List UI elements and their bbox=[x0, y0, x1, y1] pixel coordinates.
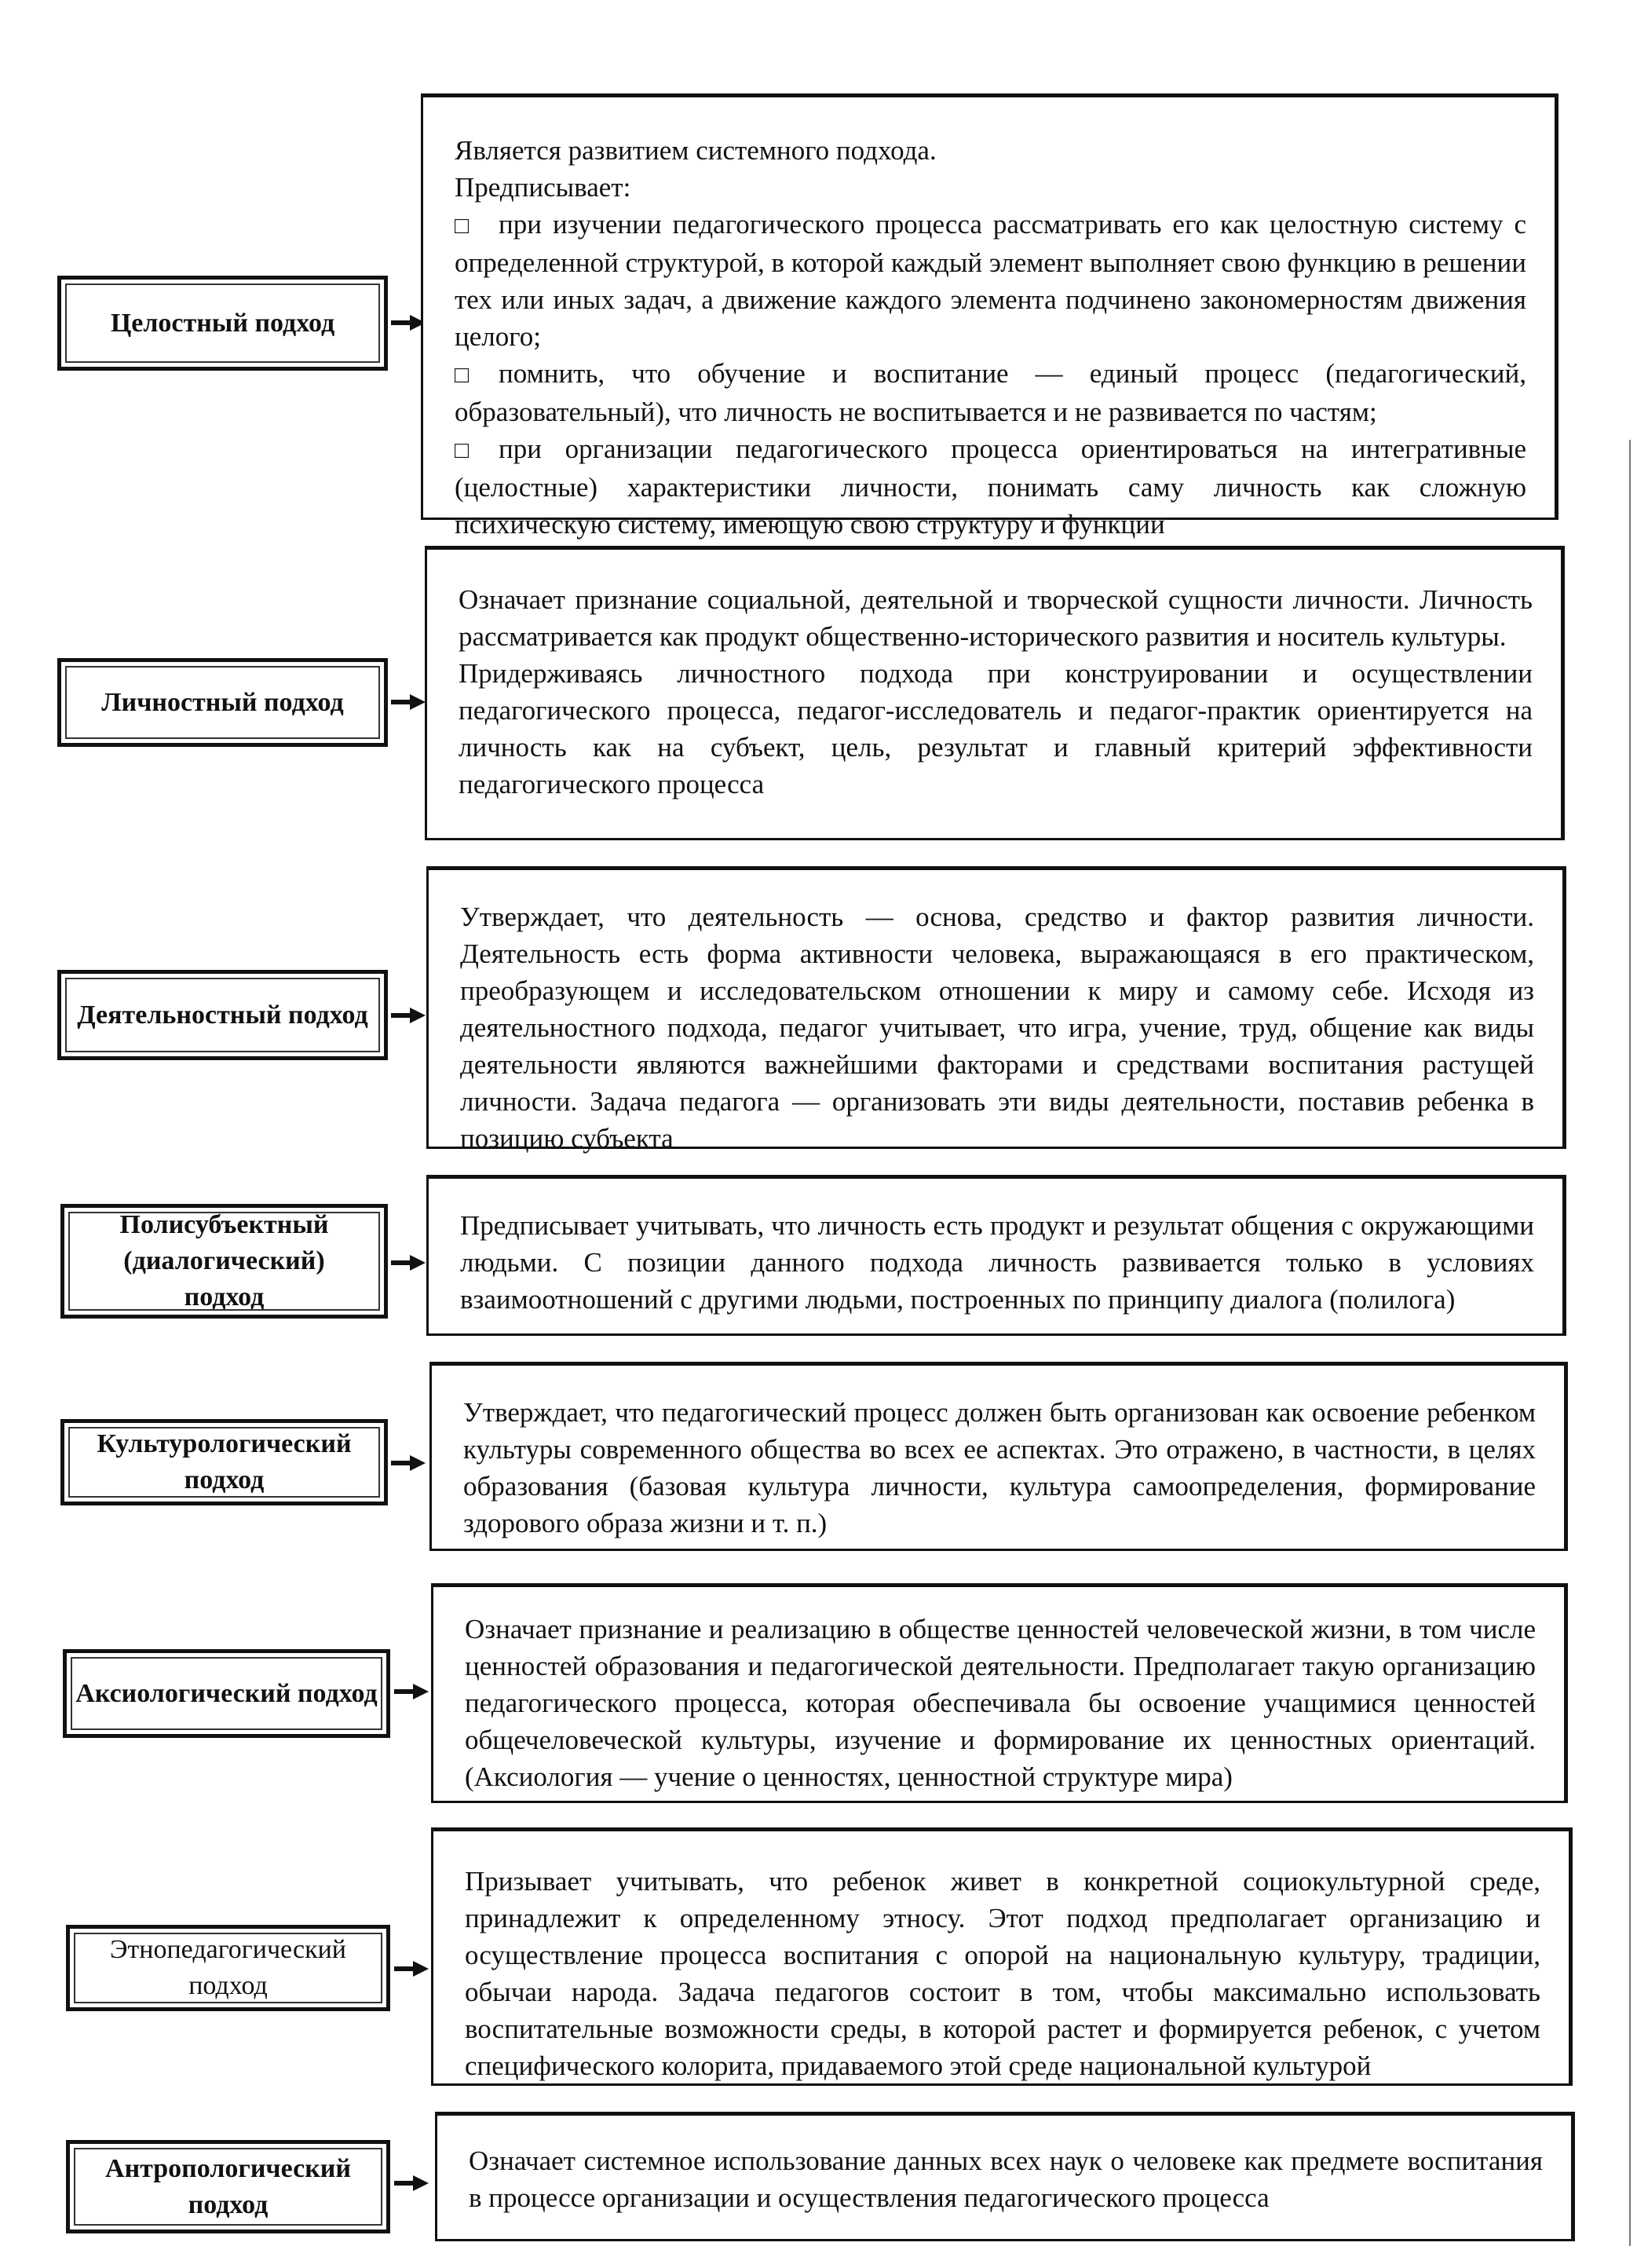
description-text-2: Придерживаясь личностного подхода при конструировании и осуществлении педагогического процесса, педагог-исследователь и педагог-практик ориентируется на личность как на субъект, цель, результат и главный критерий эффективности педагогического процесса bbox=[459, 658, 1533, 799]
label-text: Деятельностный подход bbox=[77, 1000, 368, 1030]
label-text: Целостный подход bbox=[110, 308, 335, 338]
description-text: Означает системное использование данных всех наук о человеке как предмете воспитания в процессе организации и осуществления педагогического процесса bbox=[469, 2145, 1543, 2213]
scan-edge-line bbox=[1629, 440, 1631, 2246]
label-text: Антропологический подход bbox=[105, 2153, 351, 2219]
description-activity-approach bbox=[426, 866, 1566, 1154]
description-text: Предписывает учитывать, что личность есть продукт и результат общения с окружающими людьми. С позиции данного подхода личность развивается только в условиях взаимоотношений с другими людьми, построенных по принципу диалога (полилога) bbox=[460, 1210, 1534, 1315]
intro-text: Является развитием системного подхода. bbox=[455, 135, 937, 166]
description-text: Утверждает, что педагогический процесс должен быть организован как освоение ребенком культуры современного общества во всех ее аспектах. Это отражено, в частности, в целях образования (базовая культура личности, культура самоопределения, формирование здорового образа жизни и т. п.) bbox=[463, 1397, 1536, 1538]
arrow-icon bbox=[391, 1008, 426, 1023]
description-axiological-approach bbox=[431, 1583, 1568, 1803]
label-axiological-approach bbox=[63, 1649, 390, 1738]
description-text: Призывает учитывать, что ребенок живет в конкретной социокультурной среде, принадлежит к определенному этносу. Этот подход предполагает организацию и осуществление процесса воспитания с опорой на национальную культуру, традиции, обычаи народа. Задача педагогов состоит в том, чтобы максимально использовать воспитательные возможности среды, в которой растет и формируется ребенок, с учетом специфического колорита, придаваемого этой среде национальной культурой bbox=[465, 1866, 1540, 2081]
arrow-icon bbox=[391, 694, 426, 710]
bullet-item bbox=[455, 430, 1526, 543]
description-personal-approach bbox=[425, 546, 1565, 840]
description-culturological-approach bbox=[429, 1362, 1568, 1551]
label-ethnopedagogical-approach bbox=[66, 1925, 390, 2011]
description-text: Означает признание социальной, деятельной и творческой сущности личности. Личность рассматривается как продукт общественно-исторического развития и носитель культуры. bbox=[459, 584, 1533, 652]
arrow-icon bbox=[391, 1255, 426, 1271]
label-personal-approach bbox=[57, 658, 388, 747]
label-holistic-approach bbox=[57, 276, 388, 371]
label-text: Этнопедагогический подход bbox=[109, 1935, 346, 2000]
label-activity-approach bbox=[57, 970, 388, 1060]
description-polysubject-approach bbox=[426, 1175, 1566, 1336]
label-culturological-approach bbox=[60, 1419, 388, 1505]
label-anthropological-approach bbox=[66, 2140, 390, 2233]
label-polysubject-approach bbox=[60, 1204, 388, 1319]
bullet-text: помнить, что обучение и воспитание — единый процесс (педагогический, образовательный), что личность не воспитывается и не развивается по частям; bbox=[455, 358, 1526, 427]
description-ethnopedagogical-approach bbox=[431, 1827, 1573, 2086]
label-text: Полисубъектный (диалогический) подход bbox=[119, 1210, 329, 1311]
arrow-icon bbox=[391, 1455, 426, 1471]
bullet-item bbox=[455, 206, 1526, 355]
bullet-text: при изучении педагогического процесса рассматривать его как целостную систему с определенной структурой, в которой каждый элемент выполняет свою функцию в решении тех или иных задач, а движение каждого элемента подчинено закономерностям движения целого; bbox=[455, 209, 1526, 352]
bullet-item bbox=[455, 355, 1526, 430]
description-anthropological-approach bbox=[435, 2112, 1575, 2241]
bullet-text: при организации педагогического процесса ориентироваться на интегративные (целостные) характеристики личности, понимать саму личность как сложную психическую систему, имеющую свою структуру и функции bbox=[455, 433, 1526, 540]
label-text: Аксиологический подход bbox=[75, 1678, 378, 1708]
arrow-icon bbox=[394, 1961, 429, 1977]
arrow-icon bbox=[394, 2175, 429, 2191]
label-text: Культурологический подход bbox=[97, 1429, 352, 1494]
intro-text-2: Предписывает: bbox=[455, 172, 631, 203]
description-holistic-approach bbox=[421, 93, 1558, 540]
description-text: Означает признание и реализацию в обществе ценностей человеческой жизни, в том числе ценностей образования и педагогической деятельности. Предполагает такую организацию педагогического процесса, которая обеспечивала бы освоение учащимися ценностей общечеловеческой культуры, изучение и формирование их ценностных ориентаций. (Аксиология — учение о ценностях, ценностной структуре мира) bbox=[465, 1614, 1536, 1792]
label-text: Личностный подход bbox=[101, 687, 344, 717]
description-text: Утверждает, что деятельность — основа, средство и фактор развития личности. Деятельность есть форма активности человека, выражающаяся в его практическом, преобразующем и исследовательском отношении к миру и самому себе. Исходя из деятельностного подхода, педагог учитывает, что игра, учение, труд, общение как виды деятельности являются важнейшими факторами и средствами воспитания растущей личности. Задача педагога — организовать эти виды деятельности, поставив ребенка в позицию субъекта bbox=[460, 902, 1534, 1154]
arrow-icon bbox=[394, 1684, 429, 1699]
